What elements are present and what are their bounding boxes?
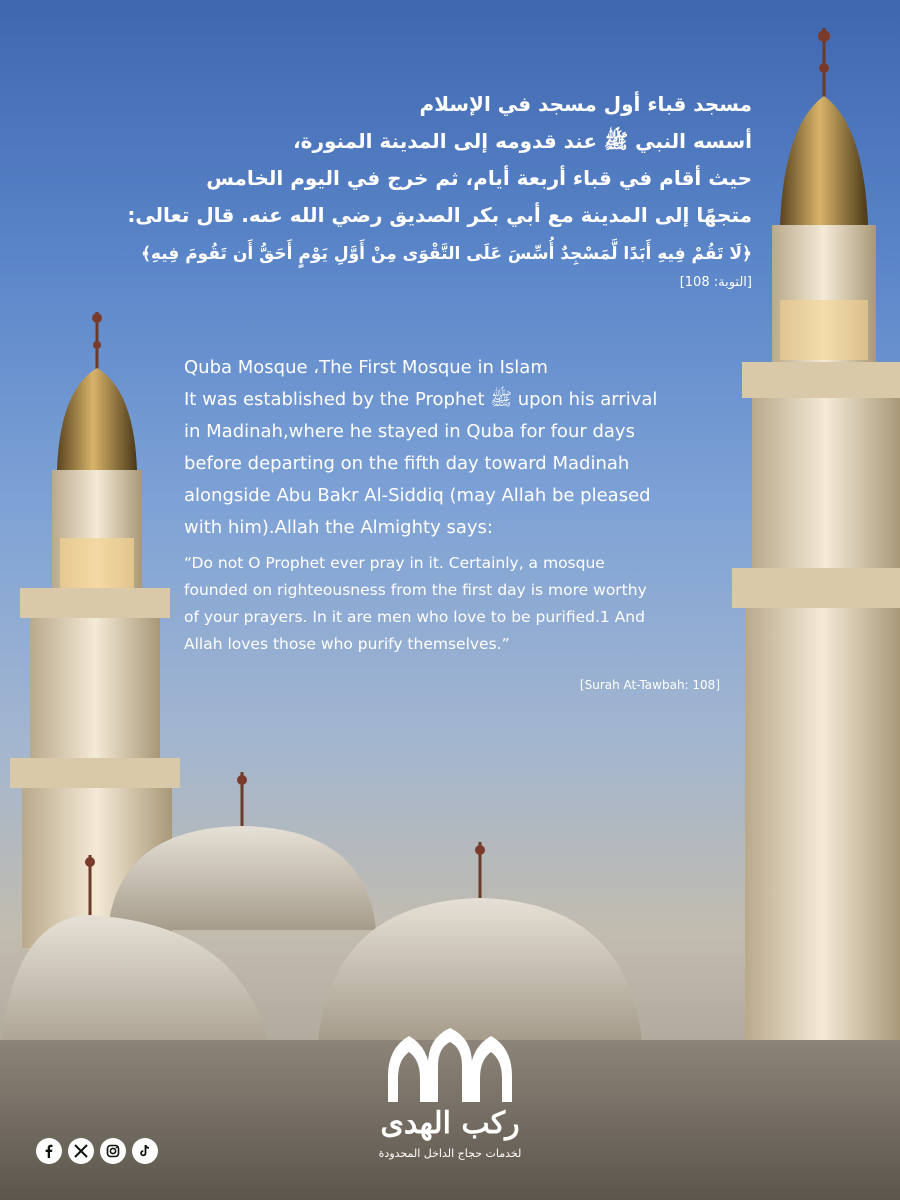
- arabic-verse: ﴿لَا تَقُمْ فِيهِ أَبَدًا لَّمَسْجِدٌ أُسِّسَ عَلَى التَّقْوَى مِنْ أَوَّلِ يَوْمٍ أَحَقُّ أَن تَقُومَ فِيهِ﴾: [140, 244, 752, 264]
- english-line: before departing on the fifth day toward Madinah: [184, 453, 630, 474]
- arabic-line: مسجد قباء أول مسجد في الإسلام: [419, 92, 752, 116]
- logo-name: ركب الهدى: [380, 1106, 520, 1141]
- social-links: [36, 1138, 158, 1164]
- arabic-line: حيث أقام في قباء أربعة أيام، ثم خرج في اليوم الخامس: [206, 166, 752, 190]
- x-icon[interactable]: [68, 1138, 94, 1164]
- tiktok-icon[interactable]: [132, 1138, 158, 1164]
- english-line: alongside Abu Bakr Al-Siddiq (may Allah be pleased: [184, 485, 651, 506]
- english-line: Quba Mosque ،The First Mosque in Islam: [184, 357, 548, 378]
- english-line: in Madinah,where he stayed in Quba for four days: [184, 421, 635, 442]
- english-verse-reference: [Surah At-Tawbah: 108]: [579, 678, 720, 692]
- quote-line: of your prayers. In it are men who love to be purified.1 And: [184, 608, 645, 626]
- english-line: It was established by the Prophet ﷺ upon his arrival: [184, 389, 658, 410]
- arabic-text-block: [32, 86, 752, 294]
- quote-line: “Do not O Prophet ever pray in it. Certainly, a mosque: [184, 554, 605, 572]
- arabic-verse-reference: [التوبة: 108]: [679, 275, 752, 290]
- arabic-line: متجهًا إلى المدينة مع أبي بكر الصديق رضي الله عنه. قال تعالى:: [127, 203, 752, 227]
- quote-line: Allah loves those who purify themselves.”: [184, 635, 510, 653]
- quote-line: founded on righteousness from the first day is more worthy: [184, 581, 647, 599]
- english-line: with him).Allah the Almighty says:: [184, 517, 493, 538]
- english-text-block: [184, 352, 744, 694]
- right-minaret: [732, 28, 900, 1200]
- logo-subtitle: لخدمات حجاج الداخل المحدودة: [378, 1147, 522, 1160]
- instagram-icon[interactable]: [100, 1138, 126, 1164]
- facebook-icon[interactable]: [36, 1138, 62, 1164]
- arabic-line: أسسه النبي ﷺ عند قدومه إلى المدينة المنورة،: [293, 129, 752, 153]
